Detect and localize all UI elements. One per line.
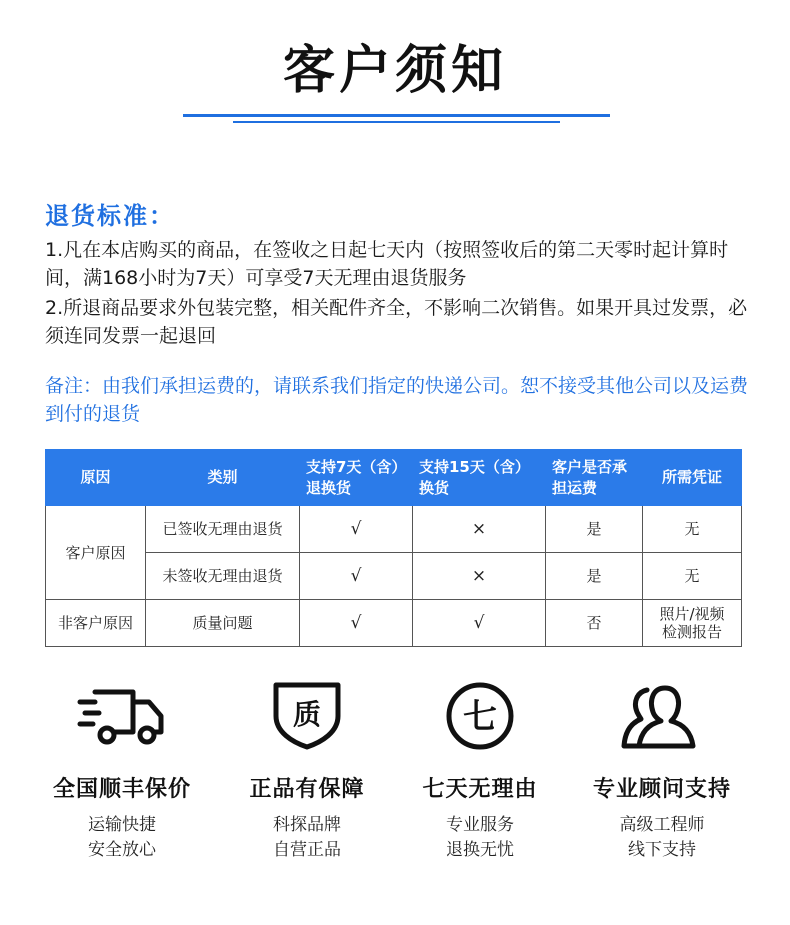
row-proof: 无	[643, 553, 742, 600]
row-shipping: 是	[546, 553, 643, 600]
return-standard-heading: 退货标准：	[45, 202, 175, 230]
row-15day: ×	[413, 506, 546, 553]
feature-subtitle	[385, 813, 575, 863]
table-header-row	[46, 450, 742, 506]
feature-subtitle	[27, 813, 217, 863]
table-row	[46, 600, 742, 647]
row-proof: 照片/视频检测报告	[643, 600, 742, 647]
row-7day: √	[300, 506, 413, 553]
row-category: 未签收无理由退货	[146, 553, 300, 600]
feature-subtitle	[212, 813, 402, 863]
row-category: 已签收无理由退货	[146, 506, 300, 553]
row-15day: ×	[413, 553, 546, 600]
feature-subtitle	[567, 813, 757, 863]
feature-title: 全国顺丰保价	[52, 777, 191, 802]
feature-authentic	[212, 680, 402, 863]
return-standard-item-1: 1.凡在本店购买的商品，在签收之日起七天内（按照签收后的第二天零时起计算时间，满168小时为7天）可享受7天无理由退货服务	[45, 239, 729, 289]
seven-glyph: 七	[463, 697, 497, 737]
row-shipping: 否	[546, 600, 643, 647]
row-proof: 无	[643, 506, 742, 553]
feature-shipping	[27, 680, 217, 863]
row-15day: √	[413, 600, 546, 647]
feature-title: 专业顾问支持	[592, 777, 731, 802]
feature-sub-line: 专业服务	[446, 815, 514, 835]
table-row	[46, 506, 742, 553]
feature-title: 正品有保障	[249, 777, 365, 802]
header-category: 类别	[146, 450, 300, 506]
feature-seven-day	[385, 680, 575, 863]
consultant-users-icon	[617, 680, 707, 750]
return-standard-item-2: 2.所退商品要求外包装完整，相关配件齐全，不影响二次销售。如果开具过发票，必须连同发票一起退回	[45, 297, 748, 347]
title-underline-top	[183, 114, 610, 117]
header-required-proof: 所需凭证	[643, 450, 742, 506]
row-7day: √	[300, 600, 413, 647]
header-15day-exchange: 支持15天（含）换货	[413, 450, 546, 506]
delivery-truck-icon	[77, 680, 167, 750]
feature-title: 七天无理由	[422, 777, 538, 802]
header-shipping-cost: 客户是否承担运费	[546, 450, 643, 506]
group-customer-reason: 客户原因	[46, 506, 146, 600]
shipping-note: 备注：由我们承担运费的，请联系我们指定的快递公司。恕不接受其他公司以及运费到付的退货	[45, 375, 749, 425]
feature-sub-line: 安全放心	[88, 840, 156, 860]
header-7day-return: 支持7天（含）退换货	[300, 450, 413, 506]
group-non-customer-reason: 非客户原因	[46, 600, 146, 647]
header-reason: 原因	[46, 450, 146, 506]
row-category: 质量问题	[146, 600, 300, 647]
return-policy-table	[45, 449, 742, 647]
seven-day-icon	[435, 680, 525, 750]
feature-sub-line: 运输快捷	[88, 815, 156, 835]
page-title: 客户须知	[282, 41, 507, 101]
row-7day: √	[300, 553, 413, 600]
feature-sub-line: 科探品牌	[273, 815, 341, 835]
shield-glyph: 质	[292, 698, 322, 731]
feature-sub-line: 高级工程师	[619, 815, 705, 835]
feature-sub-line: 自营正品	[273, 840, 341, 860]
feature-sub-line: 线下支持	[628, 840, 696, 860]
title-underline-bottom	[233, 121, 560, 123]
service-features	[0, 680, 790, 880]
row-shipping: 是	[546, 506, 643, 553]
quality-shield-icon	[262, 680, 352, 750]
feature-sub-line: 退换无忧	[446, 840, 514, 860]
table-row	[46, 553, 742, 600]
feature-consultant	[567, 680, 757, 863]
